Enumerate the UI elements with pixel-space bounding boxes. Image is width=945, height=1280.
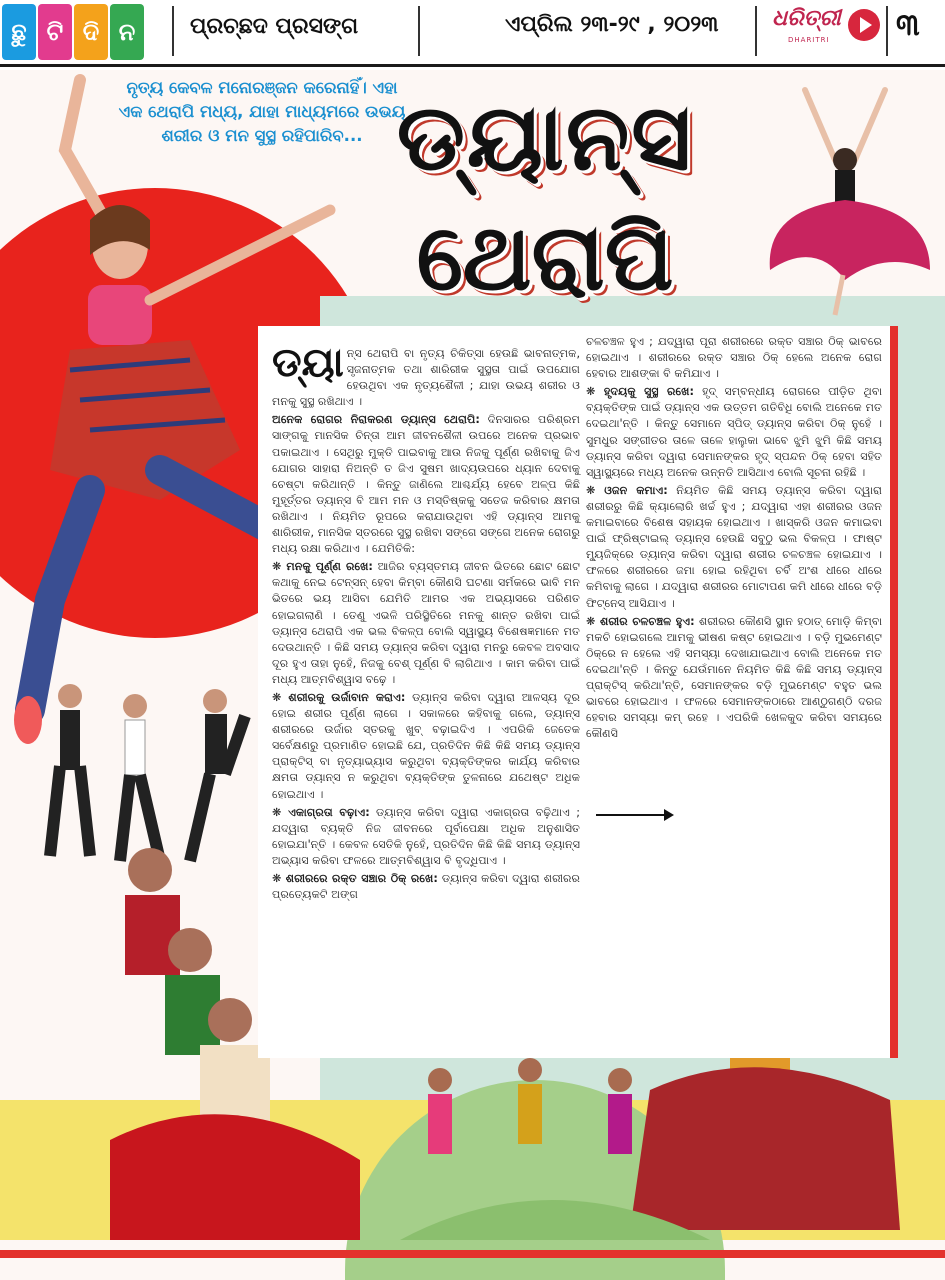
article-paragraph [272, 412, 580, 557]
paragraph-text: ହୃଦ୍‌ ସମ୍ବନ୍ଧୀୟ ରୋଗରେ ପୀଡ଼ିତ ଥିବା ବ୍ୟକ୍ତିଙ୍କ ପାଇଁ ଡ୍ୟାନ୍ସ ଏକ ଉତ୍ତମ ଗତିବିଧି ବୋଲି ଅନେକେ ମତ ଦେଇଥା'ନ୍ତି । କିନ୍ତୁ ସେମାନେ ସ୍ପିଡ୍ ଡ୍ୟାନ୍ସ କରିବା ଠିକ୍ ନୁହେଁ । ସୁମଧୁର ସଙ୍ଗୀତର ତାଳେ ତାଳେ ହାଲୁକା ଭାବେ ଝୁମି ଝୁମି କିଛି ସମୟ ଡ୍ୟାନ୍ସ କରିବା ଦ୍ୱାରା ସେମାନଙ୍କର ହୃଦ୍ ସ୍ପନ୍ଦନ ଠିକ୍ ହେବା ସହିତ ସ୍ୱାସ୍ଥ୍ୟରେ ମଧ୍ୟ ଅନେକ ଉନ୍ନତି ଆସିଥାଏ ବୋଲି ସୂଚନା ରହିଛି । [586, 385, 883, 479]
section-title: ପ୍ରଚ୍ଛଦ ପ୍ରସଙ୍ଗ [190, 14, 359, 39]
article-paragraph [272, 559, 580, 688]
article-paragraph [586, 384, 882, 481]
article-paragraph [272, 340, 580, 410]
ballerina-image [755, 80, 935, 320]
paragraph-text: ନିୟମିତ କିଛି ସମୟ ଡ୍ୟାନ୍ସ କରିବା ଦ୍ୱାରା ଶରୀରରୁ କିଛି କ୍ୟାଲୋରି ଖର୍ଚ୍ଚ ହୁଏ ; ଯଦ୍ୱାରା ଏହା ଶରୀରର ଓଜନ କମାଇବାରେ ବିଶେଷ ସହାୟକ ହୋଇଥାଏ । ଖାସ୍‌କରି ଓଜନ କମାଇବା ପାଇଁ ଫ୍ରିଷ୍ଟାଇଲ୍ ଡ୍ୟାନ୍ସ ହେଉଛି ସବୁଠୁ ଭଲ ବିକଳ୍ପ । ଫାଷ୍ଟ ମ୍ୟୁଜିକ୍‌ରେ ଡ୍ୟାନ୍ସ କରିବା ଦ୍ୱାରା ଶରୀର ଚଳଚଞ୍ଚଳ ହୋଇଯାଏ । ଫଳରେ ଶରୀରରେ ଜମା ହୋଇ ରହିଥିବା ଚର୍ବି ଅଂଶ ଧୀରେ ଧୀରେ କମିବାକୁ ଲାଗେ । ଯଦ୍ୱାରା ଶରୀରର ମୋଟାପଣ କମି ଧୀରେ ଧୀରେ ବଡ଼ି ଫିଟ୍‌ନେସ୍ ଆସିଯାଏ । [586, 483, 882, 610]
article-paragraph [586, 614, 882, 743]
paragraph-text: ଆଜିର ବ୍ୟସ୍ତମୟ ଜୀବନ ଭିତରେ ଛୋଟ ଛୋଟ କଥାକୁ ନେଇ ଟେନ୍‌ସନ୍ ହେବା କିମ୍ବା କୌଣସି ଘଟଣା ସର୍ମକରେ ଭାବି ମନ ଭିତରେ ଭୟ ଆସିବା ଯେମିତି ଆମର ଏକ ଅଭ୍ୟାସରେ ପରିଣତ ହୋଇଗଲାଣି । ତେଣୁ ଏଭଳି ପରିସ୍ଥିତିରେ ମନକୁ ଶାନ୍ତ ରଖିବା ପାଇଁ ଡ୍ୟାନ୍ସ ଥେରାପି ଏକ ଭଲ ବିକଳ୍ପ ବୋଲି ସ୍ୱାସ୍ଥ୍ୟ ବିଶେଷଜ୍ଞମାନେ ମତ ଦେଉଥାନ୍ତି । କିଛି ସମୟ ଡ୍ୟାନ୍ସ କରିବା ଦ୍ୱାରା ମନରୁ କେବଳ ଅବସାଦ ଦୂର ହୁଏ ତାହା ନୁହେଁ, ନିଜକୁ ବେଶ୍ ପୂର୍ଣ୍ଣ ବି ଲାଗିଥାଏ । କାମ କରିବା ପାଇଁ ମଧ୍ୟ ଆତ୍ମବିଶ୍ୱାସ ବଢ଼େ । [272, 560, 580, 686]
page-number: ୩ [896, 8, 920, 43]
tagline: ନୃତ୍ୟ କେବଳ ମନୋରଞ୍ଜନ କରେନାହିଁ। ଏହା ଏକ ଥେରାପି ମଧ୍ୟ, ଯାହା ମାଧ୍ୟମରେ ଉଭୟ ଶରୀର ଓ ମନ ସୁସ୍ଥ ରହିପାରିବ... [118, 78, 406, 145]
header-divider [172, 6, 174, 56]
subheading: ❋ ହୃଦୟକୁ ସୁସ୍ଥ ରଖେ: [586, 385, 694, 399]
paragraph-text: ଡ୍ୟାନ୍ସ କରିବା ଦ୍ୱାରା ଏକାଗ୍ରତା ବଢ଼ିଥାଏ ; ଯଦ୍ୱାରା ବ୍ୟକ୍ତି ନିଜ ଜୀବନରେ ପୂର୍ବାପେକ୍ଷା ଅଧିକ ଅନୁଶାସିତ ହୋଇଯା'ନ୍ତି । କେବଳ ସେତିକି ନୁହେଁ, ପ୍ରତିଦିନ କିଛି କିଛି ସମୟ ଡ୍ୟାନ୍ସ ଅଭ୍ୟାସ କରିବା ଫଳରେ ଆତ୍ମବିଶ୍ୱାସ ବି ବୃଦ୍ଧିପାଏ । [272, 805, 580, 867]
header-divider [418, 6, 420, 56]
paragraph-text: ଡ୍ୟାନ୍ସ କରିବା ଦ୍ୱାରା ଶରୀରର ପ୍ରତ୍ୟେକଟି ଅଙ୍ଗ [272, 872, 581, 902]
dancers-group-image [30, 676, 260, 866]
paragraph-text: ଚଳଚଞ୍ଚଳ ହୁଏ ; ଯଦ୍ୱାରା ପୂରା ଶରୀରରେ ରକ୍ତ ସଞ୍ଚାର ଠିକ୍ ଭାବରେ ହୋଇଥାଏ । ଶରୀରରେ ରକ୍ତ ସଞ୍ଚାର ଠିକ୍ ହେଲେ ଅନେକ ରୋଗ ହେବାର ଆଶଙ୍କା ବି କମିଯାଏ । [586, 335, 882, 381]
paragraph-text: ଦିନସାରର ପରିଶ୍ରମ ସାଙ୍ଗକୁ ମାନସିକ ଚିନ୍ତା ଆମ ଜୀବନଶୈଳୀ ଉପରେ ଅନେକ ପ୍ରଭାବ ପକାଇଥାଏ । ସେଥିରୁ ମୁକ୍ତି ପାଇବାକୁ ଆଉ ନିଜକୁ ପୂର୍ଣ୍ଣ ରଖିବାକୁ ଜିଏ ଯୋଗର ସାହାରା ନିଅନ୍ତି ତ ଜିଏ ସୁଷମ ଖାଦ୍ୟଉପରେ ଧ୍ୟାନ ଦେବାକୁ ଚେଷ୍ଟା କରିଥାନ୍ତି । କିନ୍ତୁ ଜାଣିଲେ ଆଶ୍ଚର୍ଯ୍ୟ ହେବେ ଅଳ୍ପ କିଛି ମୁହୂର୍ତ୍ତର ଡ୍ୟାନ୍ସ ବି ଆମ ମନ ଓ ମସ୍ତିଷ୍କକୁ ସତେଜ କରିବାର କ୍ଷମତା ରଖିଥାଏ । ନିୟମିତ ରୂପରେ କରାଯାଉଥିବା ଏହି ଡ୍ୟାନ୍ସ ଆମକୁ ଶାରିରୀକ, ମାନସିକ ସ୍ତରରେ ସୁସ୍ଥ ରଖିବା ସଙ୍ଗେ ସଙ୍ଗେ ଅନେକ ରୋଗରୁ ମଧ୍ୟ ରକ୍ଷା କରିଥାଏ । ଯେମିତିକି: [272, 413, 580, 556]
bottom-rule [0, 1250, 945, 1258]
article-column-2 [586, 334, 882, 744]
subheading: ❋ ଏକାଗ୍ରତା ବଢ଼ାଏ: [272, 805, 370, 819]
page-header [0, 0, 945, 70]
article-column-1 [272, 340, 581, 905]
subheading: ❋ ଶରୀରକୁ ଉର୍ଜାବାନ କରାଏ: [272, 690, 406, 704]
issue-date: ଏପ୍ରିଲ ୨୩-୨୯ , ୨୦୨୩ [505, 12, 719, 37]
article-paragraph [272, 805, 580, 869]
continue-arrow-icon [596, 814, 666, 816]
bharatanatyam-dancers-image [380, 1040, 720, 1240]
headline-line-2: ଥେରାପି [416, 204, 674, 311]
subheading: ❋ ମନକୁ ପୂର୍ଣ୍ଣ ରଖେ: [272, 560, 373, 574]
logo-letter: ଦି [74, 4, 108, 60]
logo-letter: ଛୁ [2, 4, 36, 60]
brand-logo: ଧରିତ୍ରୀ [772, 6, 841, 31]
article-paragraph [272, 690, 580, 803]
header-divider [755, 6, 757, 56]
article-body [258, 326, 898, 1058]
play-icon [848, 9, 880, 41]
logo-letter: ନ [110, 4, 144, 60]
subheading: ❋ ଶରୀର ଚଳଚଞ୍ଚଳ ହୁଏ: [586, 614, 695, 628]
article-paragraph [272, 871, 580, 903]
paragraph-text: ଶରୀରର କୌଣସି ସ୍ଥାନ ହଠାତ୍ ମୋଡ଼ି କିମ୍ବା ମକଚି ହୋଇଗଲେ ଆମକୁ ଭୀଷଣ କଷ୍ଟ ହୋଇଥାଏ । ବଡ଼ି ମୁଭମେଣ୍ଟ ଠିକ୍‌ରେ ନ ହେଲେ ଏହି ସମସ୍ୟା ଦେଖାଯାଇଥାଏ ବୋଲି ଅନେକେ ମତ ଦେଇଥା'ନ୍ତି । କିନ୍ତୁ ଯେଉଁମାନେ ନିୟମିତ କିଛି କିଛି ସମୟ ଡ୍ୟାନ୍ସ ପ୍ରାକ୍ଟିସ୍ କରିଥା'ନ୍ତି, ସେମାନଙ୍କର ବଡ଼ି ମୁଭମେଣ୍ଟ ବହୁତ ଭଲ ଭାବରେ ହୋଇଥାଏ । ଫଳରେ ସେମାନଙ୍କଠାରେ ଆଣ୍ଠୁଗଣ୍ଠି ଦରଜ ହେବାର ସମସ୍ୟା କମ୍ ରହେ । ଏପରିକି ଖେଳକୁଦ କରିବା ସମୟରେ କୌଣସି [586, 614, 883, 741]
subheading: ଅନେକ ରୋଗର ନିରାକରଣ ଡ୍ୟାନ୍ସ ଥେରାପି: [272, 413, 480, 427]
paragraph-text: ଡ୍ୟାନ୍ସ କରିବା ଦ୍ୱାରା ଆଳସ୍ୟ ଦୂର ହୋଇ ଶରୀର ପୂର୍ଣ୍ଣ ଲାଗେ । ସକାଳରେ କହିବାକୁ ଗଲେ, ଡ୍ୟାନ୍ସ ଶରୀରରେ ଉର୍ଜାର ସ୍ତରକୁ ଖୁବ୍ ବଢ଼ାଇଦିଏ । ଏପରିକି ଜେତେକ ସର୍ବେକ୍ଷଣରୁ ପ୍ରମାଣିତ ହୋଇଛି ଯେ, ପ୍ରତିଦିନ କିଛି କିଛି ସମୟ ଡ୍ୟାନ୍ସ ପ୍ରାକ୍ଟିସ୍ ବା ନୃତ୍ୟାଭ୍ୟାସ କରୁଥିବା ବ୍ୟକ୍ତିଙ୍କର କାର୍ଯ୍ୟ କରିବାର କ୍ଷମତା ଡ୍ୟାନ୍ସ ନ କରୁଥିବା ବ୍ୟକ୍ତିଙ୍କ ତୁଳନାରେ ଯଥେଷ୍ଟ ଅଧିକ ହୋଇଥାଏ । [272, 690, 580, 801]
header-divider [886, 6, 888, 56]
article-paragraph [586, 334, 882, 382]
intro-text: ନ୍ସ ଥେରାପି ବା ନୃତ୍ୟ ଚିକିତ୍ସା ହେଉଛି ଭାବନାତ୍ମକ, ସୃଜନାତ୍ମକ ତଥା ଶାରିରୀକ ସୁସ୍ଥତା ପାଇଁ ଉପଯୋଗ ହେଉଥିବା ଏକ ନୃତ୍ୟଶୈଳୀ ; ଯାହା ଉଭୟ ଶରୀର ଓ ମନକୁ ସୁସ୍ଥ ରଖିଥାଏ । [272, 347, 580, 409]
header-rule [0, 64, 945, 67]
brand-subtitle: DHARITRI [788, 36, 830, 44]
headline-line-1: ଡ୍ୟାନ୍ସ [396, 84, 694, 191]
subheading: ❋ ଓଜନ କମାଏ: [586, 483, 668, 497]
section-logo [2, 4, 144, 60]
logo-letter: ଟି [38, 4, 72, 60]
drop-cap: ଡ୍ୟା [272, 340, 344, 386]
subheading: ❋ ଶରୀରରେ ରକ୍ତ ସଞ୍ଚାର ଠିକ୍ ରଖେ: [272, 872, 438, 885]
article-paragraph [586, 483, 882, 612]
